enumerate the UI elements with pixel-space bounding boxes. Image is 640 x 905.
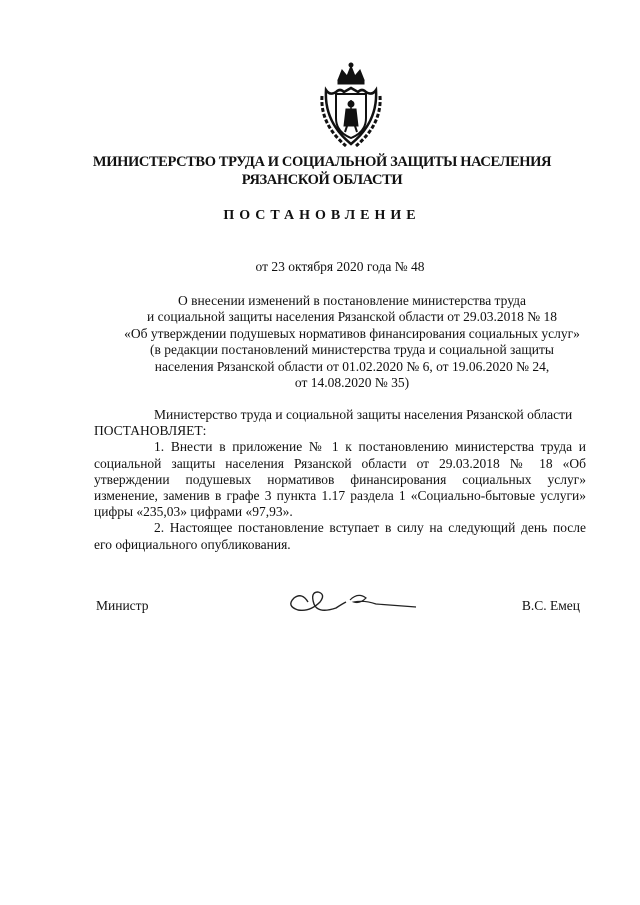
document-type: ПОСТАНОВЛЕНИЕ — [223, 208, 421, 223]
body-intro: Министерство труда и социальной защиты населения Рязанской области — [154, 407, 573, 422]
handwritten-signature — [280, 580, 420, 620]
document-subject — [92, 293, 612, 391]
signatory-name: В.С. Емец — [521, 598, 580, 613]
body-resolves: ПОСТАНОВЛЯЕТ: — [94, 423, 207, 439]
body-item-1: 1. Внести в приложение № 1 к постановлению министерства труда и социальной защиты населения Рязанской области от 29.03.2018 № 18 «Об утверждении подушевых нормативов финансирования социальных услуг» изменение, заменив в графе 3 пункта 1.17 раздела 1 «Социально-бытовые услуги» цифры «235,03» цифрами «97,93». — [94, 439, 586, 520]
document-date: от 23 октября 2020 года № 48 — [255, 259, 425, 274]
subject-line-1: О внесении изменений в постановление министерства труда — [178, 293, 526, 308]
body-item-2: 2. Настоящее постановление вступает в силу на следующий день после его официального опубликования. — [94, 520, 586, 552]
document-body — [94, 407, 586, 553]
ministry-name — [60, 153, 584, 189]
subject-line-4: (в редакции постановлений министерства труда и социальной защиты — [150, 342, 554, 358]
subject-line-5: населения Рязанской области от 01.02.2020 № 6, от 19.06.2020 № 24, — [154, 358, 550, 374]
ministry-line-2: РЯЗАНСКОЙ ОБЛАСТИ — [241, 172, 403, 188]
subject-line-2: и социальной защиты населения Рязанской области от 29.03.2018 № 18 — [147, 309, 557, 325]
subject-line-3: «Об утверждении подушевых нормативов финансирования социальных услуг» — [124, 325, 580, 341]
ministry-line-1: МИНИСТЕРСТВО ТРУДА И СОЦИАЛЬНОЙ ЗАЩИТЫ НАСЕЛЕНИЯ — [92, 154, 552, 170]
coat-of-arms-icon — [316, 62, 386, 148]
signatory-title: Министр — [96, 598, 149, 613]
subject-line-6: от 14.08.2020 № 35) — [294, 375, 410, 391]
